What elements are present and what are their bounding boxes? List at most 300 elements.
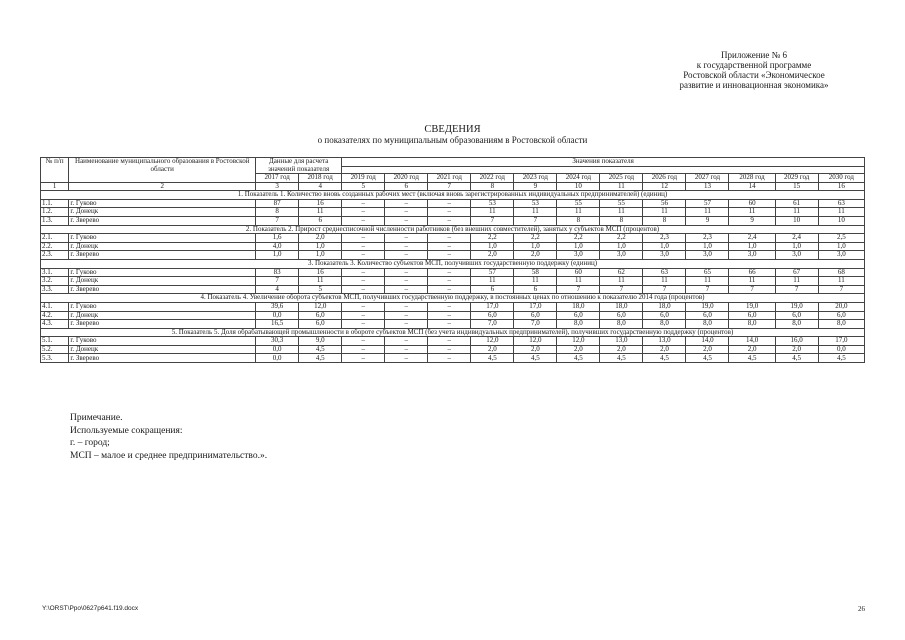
value-cell: 1,0 [600, 242, 643, 251]
row-number: 4.2. [41, 311, 69, 320]
value-cell: 7 [600, 285, 643, 294]
document-title: СВЕДЕНИЯ [424, 124, 481, 135]
value-cell: 56 [643, 199, 686, 208]
value-cell: 8,0 [818, 320, 864, 329]
value-cell: – [428, 337, 471, 346]
value-cell: 3,0 [686, 251, 729, 260]
value-cell: 1,0 [299, 242, 342, 251]
value-cell: 11 [514, 277, 557, 286]
value-cell: – [428, 199, 471, 208]
value-cell: 12,0 [471, 337, 514, 346]
column-number: 14 [729, 182, 775, 191]
value-cell: – [428, 208, 471, 217]
value-cell: 7,0 [514, 320, 557, 329]
value-cell: 0,0 [256, 311, 299, 320]
municipality-name: г. Гуково [69, 234, 256, 243]
row-number: 1.3. [41, 216, 69, 225]
value-cell: 7 [557, 285, 600, 294]
value-cell: 60 [729, 199, 775, 208]
value-cell: 4,0 [256, 242, 299, 251]
value-cell: – [428, 345, 471, 354]
value-cell: 2,0 [471, 345, 514, 354]
value-cell: 1,6 [256, 234, 299, 243]
section-title: 3. Показатель 3. Количество субъектов МСП, получивших государственную поддержку (единиц) [41, 259, 865, 268]
column-number: 2 [69, 182, 256, 191]
municipality-name: г. Гуково [69, 199, 256, 208]
value-cell: 7 [256, 216, 299, 225]
value-cell: 0,0 [256, 354, 299, 363]
value-cell: 4 [256, 285, 299, 294]
value-cell: 1,0 [299, 251, 342, 260]
year-header: 2027 год [686, 174, 729, 183]
value-cell: 10 [775, 216, 818, 225]
note-abbr-city: г. – город; [70, 438, 110, 448]
row-number: 5.3. [41, 354, 69, 363]
value-cell: 8,0 [686, 320, 729, 329]
column-number: 15 [775, 182, 818, 191]
value-cell: – [428, 320, 471, 329]
value-cell: 3,0 [818, 251, 864, 260]
municipality-name: г. Зверево [69, 251, 256, 260]
value-cell: 16,5 [256, 320, 299, 329]
value-cell: – [342, 234, 385, 243]
value-cell: – [385, 285, 428, 294]
value-cell: 4,5 [600, 354, 643, 363]
year-header: 2017 год [256, 174, 299, 183]
value-cell: 0,0 [256, 345, 299, 354]
value-cell: – [385, 345, 428, 354]
value-cell: 55 [557, 199, 600, 208]
value-cell: 10 [818, 216, 864, 225]
value-cell: 11 [643, 208, 686, 217]
value-cell: – [428, 251, 471, 260]
value-cell: 11 [686, 208, 729, 217]
value-cell: 17,0 [471, 302, 514, 311]
value-cell: 6,0 [299, 320, 342, 329]
title-block [0, 124, 905, 145]
year-header: 2022 год [471, 174, 514, 183]
value-cell: 2,0 [775, 345, 818, 354]
municipality-name: г. Донецк [69, 345, 256, 354]
value-cell: – [385, 216, 428, 225]
value-cell: 2,0 [471, 251, 514, 260]
note-abbreviations: Используемые сокращения: [70, 425, 183, 436]
row-number: 2.3. [41, 251, 69, 260]
table-row [41, 311, 865, 320]
value-cell: 8 [643, 216, 686, 225]
section-header-row [41, 191, 865, 200]
value-cell: 3,0 [643, 251, 686, 260]
column-number: 5 [342, 182, 385, 191]
value-cell: 0,0 [818, 345, 864, 354]
value-cell: 2,0 [299, 234, 342, 243]
value-cell: 87 [256, 199, 299, 208]
table-row [41, 251, 865, 260]
value-cell: 2,2 [514, 234, 557, 243]
value-cell: 7,0 [471, 320, 514, 329]
value-cell: 11 [299, 277, 342, 286]
value-cell: 11 [775, 208, 818, 217]
value-cell: 16 [299, 199, 342, 208]
municipality-name: г. Донецк [69, 208, 256, 217]
header-name: Наименование муниципального образования в Ростовской области [69, 158, 256, 183]
value-cell: 7 [643, 285, 686, 294]
value-cell: 60 [557, 268, 600, 277]
row-number: 5.2. [41, 345, 69, 354]
value-cell: 1,0 [643, 242, 686, 251]
value-cell: 9,0 [299, 337, 342, 346]
value-cell: – [385, 302, 428, 311]
value-cell: 2,4 [775, 234, 818, 243]
value-cell: 2,3 [686, 234, 729, 243]
value-cell: 53 [471, 199, 514, 208]
value-cell: 13,0 [600, 337, 643, 346]
value-cell: 16,0 [775, 337, 818, 346]
header-values: Значения показателя [342, 158, 865, 167]
document-subtitle: о показателях по муниципальным образованиям в Ростовской области [317, 135, 588, 145]
row-number: 5.1. [41, 337, 69, 346]
municipality-name: г. Гуково [69, 337, 256, 346]
value-cell: 2,0 [643, 345, 686, 354]
table-row [41, 268, 865, 277]
value-cell: 16 [299, 268, 342, 277]
table-body [41, 191, 865, 363]
footer-page-number: 26 [858, 605, 865, 613]
value-cell: – [385, 268, 428, 277]
value-cell: – [342, 354, 385, 363]
value-cell: 2,0 [600, 345, 643, 354]
value-cell: 11 [557, 208, 600, 217]
table-row [41, 242, 865, 251]
column-number: 7 [428, 182, 471, 191]
value-cell: – [428, 354, 471, 363]
note-heading: Примечание. [70, 413, 123, 423]
value-cell: 6,0 [600, 311, 643, 320]
value-cell: 11 [514, 208, 557, 217]
value-cell: 7 [686, 285, 729, 294]
municipality-name: г. Донецк [69, 311, 256, 320]
value-cell: 2,0 [557, 345, 600, 354]
value-cell: – [385, 208, 428, 217]
value-cell: 6 [299, 216, 342, 225]
row-number: 1.1. [41, 199, 69, 208]
value-cell: 68 [818, 268, 864, 277]
value-cell: 8,0 [775, 320, 818, 329]
year-header: 2020 год [385, 174, 428, 183]
year-header: 2026 год [643, 174, 686, 183]
value-cell: 4,5 [643, 354, 686, 363]
value-cell: 66 [729, 268, 775, 277]
value-cell: 8 [557, 216, 600, 225]
table-row [41, 345, 865, 354]
value-cell: – [342, 208, 385, 217]
value-cell: 30,3 [256, 337, 299, 346]
section-title: 5. Показатель 5. Доля обрабатывающей промышленности в обороте субъектов МСП (без учета индивидуальных предпринимателей), получивших государственную поддержку (процентов) [41, 328, 865, 337]
value-cell: 7 [775, 285, 818, 294]
value-cell: – [428, 242, 471, 251]
value-cell: 11 [775, 277, 818, 286]
municipality-name: г. Гуково [69, 268, 256, 277]
value-cell: 7 [471, 216, 514, 225]
value-cell: – [342, 251, 385, 260]
value-cell: 11 [818, 208, 864, 217]
value-cell: 1,0 [557, 242, 600, 251]
appendix-header [639, 50, 869, 90]
section-header-row [41, 294, 865, 303]
column-number: 11 [600, 182, 643, 191]
value-cell: 11 [557, 277, 600, 286]
column-number: 12 [643, 182, 686, 191]
value-cell: 67 [775, 268, 818, 277]
municipality-name: г. Донецк [69, 242, 256, 251]
municipality-name: г. Донецк [69, 277, 256, 286]
column-number: 8 [471, 182, 514, 191]
year-header: 2024 год [557, 174, 600, 183]
value-cell: 7 [514, 216, 557, 225]
value-cell: 11 [818, 277, 864, 286]
year-header: 2030 год [818, 174, 864, 183]
section-title: 2. Показатель 2. Прирост среднесписочной численности работников (без внешних совместителей), занятых у субъектов МСП (процентов) [41, 225, 865, 234]
value-cell: 2,2 [557, 234, 600, 243]
value-cell: 7 [729, 285, 775, 294]
value-cell: – [385, 277, 428, 286]
notes [70, 412, 267, 462]
value-cell: 2,2 [600, 234, 643, 243]
table-row [41, 302, 865, 311]
value-cell: 7 [256, 277, 299, 286]
value-cell: 14,0 [729, 337, 775, 346]
value-cell: 17,0 [514, 302, 557, 311]
value-cell: – [342, 277, 385, 286]
value-cell: 6,0 [643, 311, 686, 320]
value-cell: 11 [643, 277, 686, 286]
value-cell: 11 [729, 277, 775, 286]
column-number: 4 [299, 182, 342, 191]
value-cell: 3,0 [600, 251, 643, 260]
value-cell: 5 [299, 285, 342, 294]
row-number: 2.2. [41, 242, 69, 251]
value-cell: – [342, 216, 385, 225]
value-cell: 11 [471, 277, 514, 286]
value-cell: – [342, 337, 385, 346]
row-number: 3.3. [41, 285, 69, 294]
value-cell: – [428, 285, 471, 294]
appendix-line-2: к государственной программе [696, 60, 812, 70]
appendix-line-4: развитие и инновационная экономика» [679, 80, 829, 90]
value-cell: – [428, 311, 471, 320]
value-cell: – [342, 311, 385, 320]
value-cell: 12,0 [299, 302, 342, 311]
value-cell: 4,5 [729, 354, 775, 363]
table-row [41, 216, 865, 225]
value-cell: 8 [600, 216, 643, 225]
section-title: 4. Показатель 4. Увеличение оборота субъектов МСП, получивших государственную поддержку, в постоянных ценах по отношению к показателю 2014 года (процентов) [41, 294, 865, 303]
value-cell: 8 [256, 208, 299, 217]
table-row [41, 354, 865, 363]
value-cell: 18,0 [557, 302, 600, 311]
indicators-table [40, 157, 865, 363]
value-cell: 1,0 [256, 251, 299, 260]
value-cell: – [342, 268, 385, 277]
value-cell: 12,0 [557, 337, 600, 346]
column-number: 9 [514, 182, 557, 191]
municipality-name: г. Зверево [69, 320, 256, 329]
value-cell: 12,0 [514, 337, 557, 346]
value-cell: 3,0 [729, 251, 775, 260]
value-cell: 1,0 [471, 242, 514, 251]
value-cell: – [342, 320, 385, 329]
value-cell: 13,0 [643, 337, 686, 346]
value-cell: 14,0 [686, 337, 729, 346]
year-header: 2029 год [775, 174, 818, 183]
value-cell: 11 [600, 277, 643, 286]
value-cell: 3,0 [557, 251, 600, 260]
section-header-row [41, 328, 865, 337]
value-cell: 6,0 [299, 311, 342, 320]
value-cell: 6 [471, 285, 514, 294]
value-cell: 4,5 [299, 354, 342, 363]
column-number: 16 [818, 182, 864, 191]
value-cell: 6 [514, 285, 557, 294]
table-row [41, 277, 865, 286]
value-cell: 19,0 [686, 302, 729, 311]
value-cell: 19,0 [775, 302, 818, 311]
row-number: 2.1. [41, 234, 69, 243]
header-num: № п/п [41, 158, 69, 183]
value-cell: 62 [600, 268, 643, 277]
municipality-name: г. Зверево [69, 354, 256, 363]
year-header: 2018 год [299, 174, 342, 183]
value-cell: 4,5 [299, 345, 342, 354]
row-number: 4.3. [41, 320, 69, 329]
section-header-row [41, 259, 865, 268]
value-cell: 6,0 [729, 311, 775, 320]
value-cell: 2,0 [514, 251, 557, 260]
value-cell: – [342, 302, 385, 311]
value-cell: 57 [686, 199, 729, 208]
value-cell: 83 [256, 268, 299, 277]
year-header: 2019 год [342, 174, 385, 183]
value-cell: 18,0 [643, 302, 686, 311]
value-cell: 11 [471, 208, 514, 217]
value-cell: – [385, 251, 428, 260]
section-title: 1. Показатель 1. Количество вновь созданных рабочих мест (включая вновь зарегистрированных индивидуальных предпринимателей) (единиц) [41, 191, 865, 200]
value-cell: – [342, 345, 385, 354]
value-cell: 2,4 [729, 234, 775, 243]
value-cell: – [428, 277, 471, 286]
value-cell: 6,0 [514, 311, 557, 320]
value-cell: 4,5 [557, 354, 600, 363]
value-cell: – [385, 311, 428, 320]
value-cell: 4,5 [818, 354, 864, 363]
value-cell: – [428, 268, 471, 277]
value-cell: 6,0 [471, 311, 514, 320]
value-cell: 61 [775, 199, 818, 208]
value-cell: 17,0 [818, 337, 864, 346]
municipality-name: г. Зверево [69, 216, 256, 225]
value-cell: 8,0 [729, 320, 775, 329]
table-row [41, 337, 865, 346]
column-number: 10 [557, 182, 600, 191]
appendix-line-3: Ростовской области «Экономическое [683, 70, 825, 80]
value-cell: – [385, 320, 428, 329]
value-cell: 2,2 [471, 234, 514, 243]
value-cell: 4,5 [686, 354, 729, 363]
appendix-line-1: Приложение № 6 [721, 50, 787, 60]
row-number: 3.1. [41, 268, 69, 277]
value-cell: 63 [818, 199, 864, 208]
value-cell: 57 [471, 268, 514, 277]
column-numbers-row [41, 182, 865, 191]
column-number: 6 [385, 182, 428, 191]
table-row [41, 285, 865, 294]
year-header: 2028 год [729, 174, 775, 183]
value-cell: 9 [729, 216, 775, 225]
value-cell: 6,0 [557, 311, 600, 320]
value-cell: 11 [729, 208, 775, 217]
municipality-name: г. Зверево [69, 285, 256, 294]
value-cell: 9 [686, 216, 729, 225]
value-cell: 1,0 [514, 242, 557, 251]
value-cell: 11 [600, 208, 643, 217]
year-header: 2025 год [600, 174, 643, 183]
value-cell: 20,0 [818, 302, 864, 311]
value-cell: 11 [299, 208, 342, 217]
value-cell: 2,5 [818, 234, 864, 243]
table-row [41, 208, 865, 217]
value-cell: – [342, 242, 385, 251]
table-row [41, 234, 865, 243]
value-cell: 2,3 [643, 234, 686, 243]
value-cell: 6,0 [686, 311, 729, 320]
value-cell: – [428, 234, 471, 243]
value-cell: – [342, 199, 385, 208]
value-cell: 2,0 [686, 345, 729, 354]
value-cell: – [385, 337, 428, 346]
row-number: 4.1. [41, 302, 69, 311]
value-cell: 1,0 [686, 242, 729, 251]
column-number: 1 [41, 182, 69, 191]
value-cell: – [428, 216, 471, 225]
value-cell: 65 [686, 268, 729, 277]
row-number: 1.2. [41, 208, 69, 217]
value-cell: 4,5 [514, 354, 557, 363]
value-cell: 19,0 [729, 302, 775, 311]
value-cell: – [385, 199, 428, 208]
value-cell: 39,6 [256, 302, 299, 311]
section-header-row [41, 225, 865, 234]
note-abbr-msp: МСП – малое и среднее предпринимательство.». [70, 450, 268, 461]
value-cell: 1,0 [775, 242, 818, 251]
value-cell: 4,5 [471, 354, 514, 363]
value-cell: 8,0 [557, 320, 600, 329]
value-cell: 2,0 [514, 345, 557, 354]
value-cell: 7 [818, 285, 864, 294]
year-header: 2023 год [514, 174, 557, 183]
value-cell: 55 [600, 199, 643, 208]
row-number: 3.2. [41, 277, 69, 286]
value-cell: 8,0 [643, 320, 686, 329]
value-cell: 3,0 [775, 251, 818, 260]
value-cell: 1,0 [729, 242, 775, 251]
value-cell: – [385, 354, 428, 363]
value-cell: – [385, 234, 428, 243]
value-cell: – [385, 242, 428, 251]
value-cell: 58 [514, 268, 557, 277]
header-calc-data: Данные для расчета значений показателя [256, 158, 342, 174]
value-cell: 4,5 [775, 354, 818, 363]
value-cell: – [342, 285, 385, 294]
